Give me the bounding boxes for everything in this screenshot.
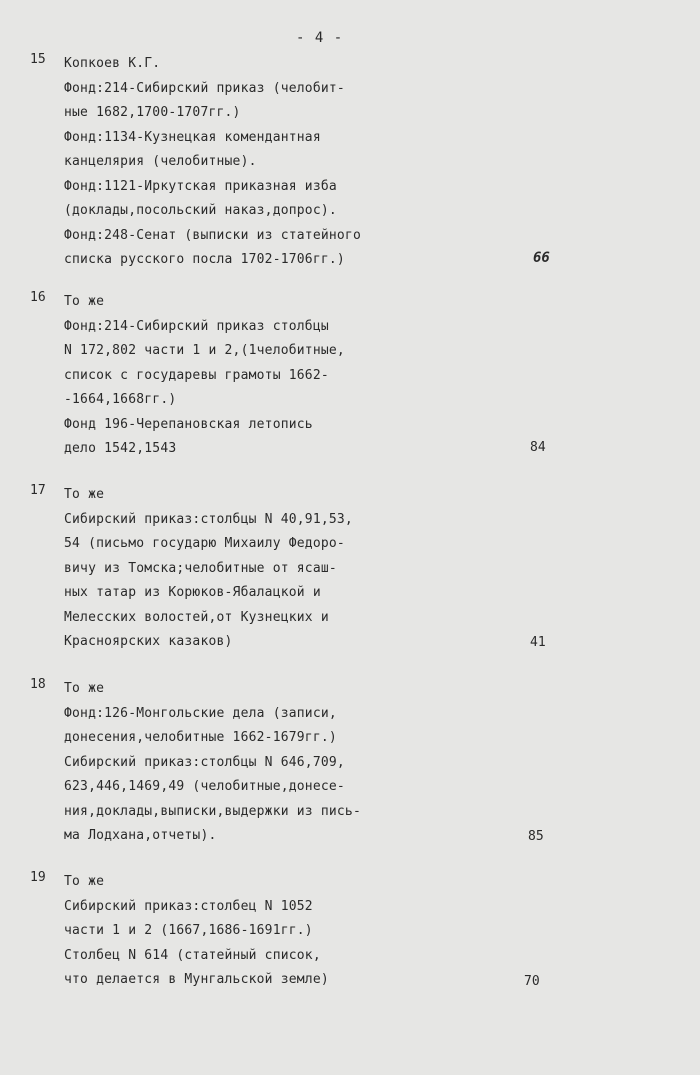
entry-line: ные 1682,1700-1707гг.) [64, 105, 241, 120]
entry-line: Фонд:1121-Иркутская приказная изба [64, 178, 337, 194]
entry-number: 19 [30, 870, 46, 885]
entry-line: Копкоев К.Г. [64, 56, 161, 71]
item-count: 66 [533, 250, 550, 266]
entry-line: донесения,челобитные 1662-1679гг.) [64, 730, 337, 745]
entry-line: ма Лодхана,отчеты). [64, 828, 217, 843]
entry-line: Мелесских волостей,от Кузнецких и [64, 609, 329, 625]
entry-line: N 172,802 части 1 и 2,(1челобитные, [64, 343, 345, 358]
entry-text [64, 677, 444, 849]
entry-line: -1664,1668гг.) [64, 392, 177, 407]
entry-number: 15 [30, 52, 46, 67]
entry-number: 18 [30, 677, 46, 692]
entry-line: Сибирский приказ:столбцы N 646,709, [64, 754, 345, 770]
entry-line: Фонд:214-Сибирский приказ столбцы [64, 318, 329, 334]
entry-line: 623,446,1469,49 (челобитные,донесе- [64, 779, 345, 794]
entry-line: Фонд:214-Сибирский приказ (челобит- [64, 80, 345, 96]
entry-number: 17 [30, 483, 46, 498]
item-count: 84 [530, 440, 546, 455]
entry-line: дело 1542,1543 [64, 441, 177, 456]
entry-text [64, 290, 444, 462]
page-number: - 4 - [296, 30, 344, 46]
entry-line: То же [64, 874, 105, 889]
entry-line: Сибирский приказ:столбцы N 40,91,53, [64, 511, 353, 527]
item-count: 41 [530, 635, 546, 650]
entry-line: То же [64, 487, 105, 502]
entry-line: Столбец N 614 (статейный список, [64, 947, 321, 963]
entry-line: Красноярских казаков) [64, 634, 233, 649]
entry-text [64, 483, 444, 655]
entry-line: (доклады,посольский наказ,допрос). [64, 203, 337, 218]
entry-line: Фонд:126-Монгольские дела (записи, [64, 705, 337, 721]
item-count: 70 [524, 974, 540, 989]
entry-number: 16 [30, 290, 46, 305]
entry-line: канцелярия (челобитные). [64, 154, 257, 169]
entry-line: что делается в Мунгальской земле) [64, 972, 329, 987]
entry-line: Сибирский приказ:столбец N 1052 [64, 898, 313, 914]
entry-line: ния,доклады,выписки,выдержки из пись- [64, 803, 361, 819]
entry-line: Фонд 196-Черепановская летопись [64, 416, 313, 432]
entry-text [64, 52, 444, 273]
entry-line: списка русского посла 1702-1706гг.) [64, 252, 345, 267]
entry-text [64, 870, 444, 993]
item-count: 85 [528, 829, 544, 844]
entry-line: То же [64, 681, 105, 696]
entry-line: 54 (письмо государю Михаилу Федоро- [64, 536, 345, 551]
entry-line: Фонд:1134-Кузнецкая комендантная [64, 129, 321, 145]
entry-line: части 1 и 2 (1667,1686-1691гг.) [64, 923, 313, 938]
entry-line: список с государевы грамоты 1662- [64, 367, 329, 383]
entry-line: Фонд:248-Сенат (выписки из статейного [64, 227, 361, 243]
entry-line: вичу из Томска;челобитные от ясаш- [64, 560, 337, 576]
entry-line: ных татар из Корюков-Ябалацкой и [64, 585, 321, 600]
entry-line: То же [64, 294, 105, 309]
